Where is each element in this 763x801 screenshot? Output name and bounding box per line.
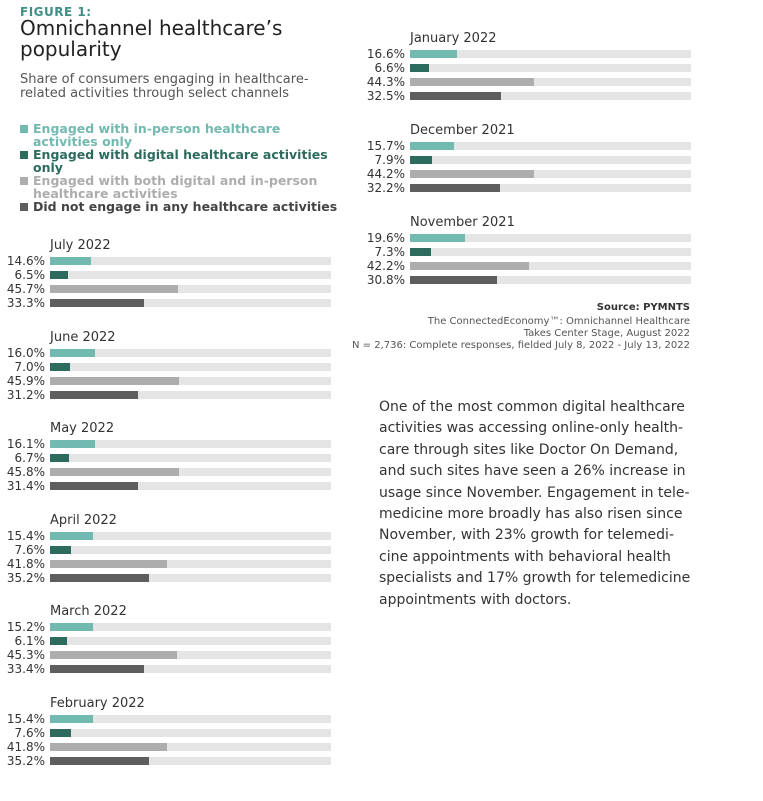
bar-row-december-2021-both — [366, 167, 691, 181]
panel-title-november-2021: November 2021 — [410, 215, 515, 230]
bar-track — [50, 363, 331, 371]
data-label-january-2022-in-person: 16.6% — [366, 47, 405, 61]
bar-row-december-2021-digital — [374, 153, 691, 167]
bar-track — [410, 248, 691, 256]
data-label-june-2022-digital: 7.0% — [14, 360, 45, 374]
bar-track — [50, 637, 331, 645]
bar-row-july-2022-none — [6, 296, 331, 310]
bar-row-december-2021-none — [366, 181, 691, 195]
bar-row-june-2022-both — [6, 374, 331, 388]
data-label-february-2022-in-person: 15.4% — [6, 712, 45, 726]
figure-label: FIGURE 1: — [20, 5, 92, 19]
bar-track — [410, 64, 691, 72]
bar-row-april-2022-in-person — [6, 529, 331, 543]
bar-april-2022-both — [50, 560, 167, 568]
data-label-april-2022-digital: 7.6% — [14, 543, 45, 557]
data-label-april-2022-none: 35.2% — [6, 571, 45, 585]
source-line-2: Takes Center Stage, August 2022 — [523, 328, 690, 339]
bar-track — [410, 156, 691, 164]
bar-november-2021-both — [410, 262, 529, 270]
data-label-january-2022-digital: 6.6% — [374, 61, 405, 75]
bar-march-2022-in-person — [50, 623, 93, 631]
data-label-march-2022-in-person: 15.2% — [6, 620, 45, 634]
bar-row-december-2021-in-person — [366, 139, 691, 153]
bar-row-february-2022-digital — [14, 726, 331, 740]
legend-swatch-none — [20, 203, 28, 211]
bar-row-november-2021-in-person — [366, 231, 691, 245]
data-label-may-2022-digital: 6.7% — [14, 451, 45, 465]
data-label-july-2022-in-person: 14.6% — [6, 254, 45, 268]
legend-swatch-in-person — [20, 125, 28, 133]
bar-row-april-2022-both — [6, 557, 331, 571]
body-paragraph: One of the most common digital healthcare activities was accessing online-only health-care through sites like Doctor On Demand, and such sites have seen a 26% increase in usage since November. Engagement in tele-medicine more broadly has also risen since November, with 23% growth for telemedi-cine appointments with behavioral health specialists and 17% growth for telemedicine appointments with doctors. — [379, 399, 691, 608]
bar-june-2022-none — [50, 391, 138, 399]
bar-january-2022-digital — [410, 64, 429, 72]
legend-swatch-digital — [20, 151, 28, 159]
data-label-december-2021-none: 32.2% — [366, 181, 405, 195]
bar-row-june-2022-digital — [14, 360, 331, 374]
panel-title-february-2022: February 2022 — [50, 696, 145, 711]
panel-title-april-2022: April 2022 — [50, 513, 117, 528]
panel-title-january-2022: January 2022 — [410, 31, 497, 46]
data-label-november-2021-in-person: 19.6% — [366, 231, 405, 245]
legend-label-digital: Engaged with digital healthcare activities only — [33, 147, 328, 175]
source-note — [352, 302, 690, 352]
bar-row-march-2022-both — [6, 648, 331, 662]
bar-row-november-2021-digital — [374, 245, 691, 259]
bar-row-march-2022-none — [6, 662, 331, 676]
bar-june-2022-digital — [50, 363, 70, 371]
panel-title-december-2021: December 2021 — [410, 123, 515, 138]
bar-track — [50, 257, 331, 265]
data-label-may-2022-in-person: 16.1% — [6, 437, 45, 451]
data-label-march-2022-both: 45.3% — [6, 648, 45, 662]
bar-july-2022-in-person — [50, 257, 91, 265]
source-title: Source: PYMNTS — [596, 302, 690, 313]
bar-row-april-2022-digital — [14, 543, 331, 557]
bar-row-february-2022-none — [6, 754, 331, 768]
bar-row-january-2022-both — [366, 75, 691, 89]
data-label-june-2022-in-person: 16.0% — [6, 346, 45, 360]
bar-may-2022-digital — [50, 454, 69, 462]
bar-june-2022-both — [50, 377, 179, 385]
bar-track — [50, 454, 331, 462]
bar-december-2021-in-person — [410, 142, 454, 150]
bar-march-2022-digital — [50, 637, 67, 645]
bar-april-2022-digital — [50, 546, 71, 554]
bar-row-may-2022-both — [6, 465, 331, 479]
bar-row-february-2022-both — [6, 740, 331, 754]
data-label-february-2022-none: 35.2% — [6, 754, 45, 768]
bar-row-november-2021-both — [366, 259, 691, 273]
bar-row-july-2022-both — [6, 282, 331, 296]
bar-january-2022-none — [410, 92, 501, 100]
data-label-december-2021-in-person: 15.7% — [366, 139, 405, 153]
bar-february-2022-in-person — [50, 715, 93, 723]
bar-june-2022-in-person — [50, 349, 95, 357]
bar-row-may-2022-digital — [14, 451, 331, 465]
bar-row-march-2022-in-person — [6, 620, 331, 634]
data-label-june-2022-none: 31.2% — [6, 388, 45, 402]
data-label-april-2022-in-person: 15.4% — [6, 529, 45, 543]
data-label-july-2022-none: 33.3% — [6, 296, 45, 310]
bar-track — [50, 271, 331, 279]
data-label-december-2021-digital: 7.9% — [374, 153, 405, 167]
panel-title-july-2022: July 2022 — [50, 238, 111, 253]
data-label-march-2022-digital: 6.1% — [14, 634, 45, 648]
bar-december-2021-digital — [410, 156, 432, 164]
bar-november-2021-none — [410, 276, 497, 284]
bar-row-july-2022-digital — [14, 268, 331, 282]
legend-item-digital — [20, 148, 340, 174]
data-label-july-2022-digital: 6.5% — [14, 268, 45, 282]
bar-row-february-2022-in-person — [6, 712, 331, 726]
bar-row-july-2022-in-person — [6, 254, 331, 268]
bar-row-january-2022-none — [366, 89, 691, 103]
bar-november-2021-in-person — [410, 234, 465, 242]
bar-row-may-2022-none — [6, 479, 331, 493]
bar-july-2022-digital — [50, 271, 68, 279]
bar-february-2022-digital — [50, 729, 71, 737]
data-label-february-2022-both: 41.8% — [6, 740, 45, 754]
panel-title-june-2022: June 2022 — [50, 330, 116, 345]
bar-track — [50, 546, 331, 554]
bar-july-2022-none — [50, 299, 144, 307]
bar-row-june-2022-none — [6, 388, 331, 402]
data-label-july-2022-both: 45.7% — [6, 282, 45, 296]
bar-february-2022-none — [50, 757, 149, 765]
bar-row-may-2022-in-person — [6, 437, 331, 451]
data-label-january-2022-none: 32.5% — [366, 89, 405, 103]
data-label-june-2022-both: 45.9% — [6, 374, 45, 388]
bar-row-january-2022-in-person — [366, 47, 691, 61]
data-label-march-2022-none: 33.4% — [6, 662, 45, 676]
bar-track — [50, 729, 331, 737]
bar-row-june-2022-in-person — [6, 346, 331, 360]
chart-subtitle: Share of consumers engaging in healthcare-related activities through select channels — [20, 72, 309, 101]
bar-december-2021-none — [410, 184, 500, 192]
legend-swatch-both — [20, 177, 28, 185]
bar-may-2022-none — [50, 482, 138, 490]
data-label-january-2022-both: 44.3% — [366, 75, 405, 89]
data-label-may-2022-none: 31.4% — [6, 479, 45, 493]
bar-march-2022-both — [50, 651, 177, 659]
legend-item-none — [20, 200, 340, 213]
data-label-november-2021-both: 42.2% — [366, 259, 405, 273]
legend — [20, 122, 340, 213]
bar-march-2022-none — [50, 665, 144, 673]
data-label-december-2021-both: 44.2% — [366, 167, 405, 181]
chart-title: Omnichannel healthcare’s popularity — [20, 16, 283, 61]
legend-item-in-person — [20, 122, 340, 148]
source-line-3: N = 2,736: Complete responses, fielded July 8, 2022 - July 13, 2022 — [352, 340, 690, 351]
legend-label-both: Engaged with both digital and in-person healthcare activities — [33, 173, 318, 201]
bar-row-january-2022-digital — [374, 61, 691, 75]
data-label-february-2022-digital: 7.6% — [14, 726, 45, 740]
bar-february-2022-both — [50, 743, 167, 751]
panel-title-march-2022: March 2022 — [50, 604, 127, 619]
legend-label-in-person: Engaged with in-person healthcare activities only — [33, 121, 281, 149]
data-label-november-2021-none: 30.8% — [366, 273, 405, 287]
bar-july-2022-both — [50, 285, 178, 293]
bar-april-2022-in-person — [50, 532, 93, 540]
bar-row-april-2022-none — [6, 571, 331, 585]
bar-april-2022-none — [50, 574, 149, 582]
data-label-april-2022-both: 41.8% — [6, 557, 45, 571]
bar-may-2022-in-person — [50, 440, 95, 448]
bar-row-march-2022-digital — [14, 634, 331, 648]
data-label-may-2022-both: 45.8% — [6, 465, 45, 479]
data-label-november-2021-digital: 7.3% — [374, 245, 405, 259]
bar-may-2022-both — [50, 468, 179, 476]
legend-label-none: Did not engage in any healthcare activities — [33, 199, 338, 214]
panel-title-may-2022: May 2022 — [50, 421, 115, 436]
bar-november-2021-digital — [410, 248, 431, 256]
bar-row-november-2021-none — [366, 273, 691, 287]
bar-january-2022-both — [410, 78, 534, 86]
legend-item-both — [20, 174, 340, 200]
bar-january-2022-in-person — [410, 50, 457, 58]
source-line-1: The ConnectedEconomy™: Omnichannel Healthcare — [427, 316, 690, 327]
bar-december-2021-both — [410, 170, 534, 178]
